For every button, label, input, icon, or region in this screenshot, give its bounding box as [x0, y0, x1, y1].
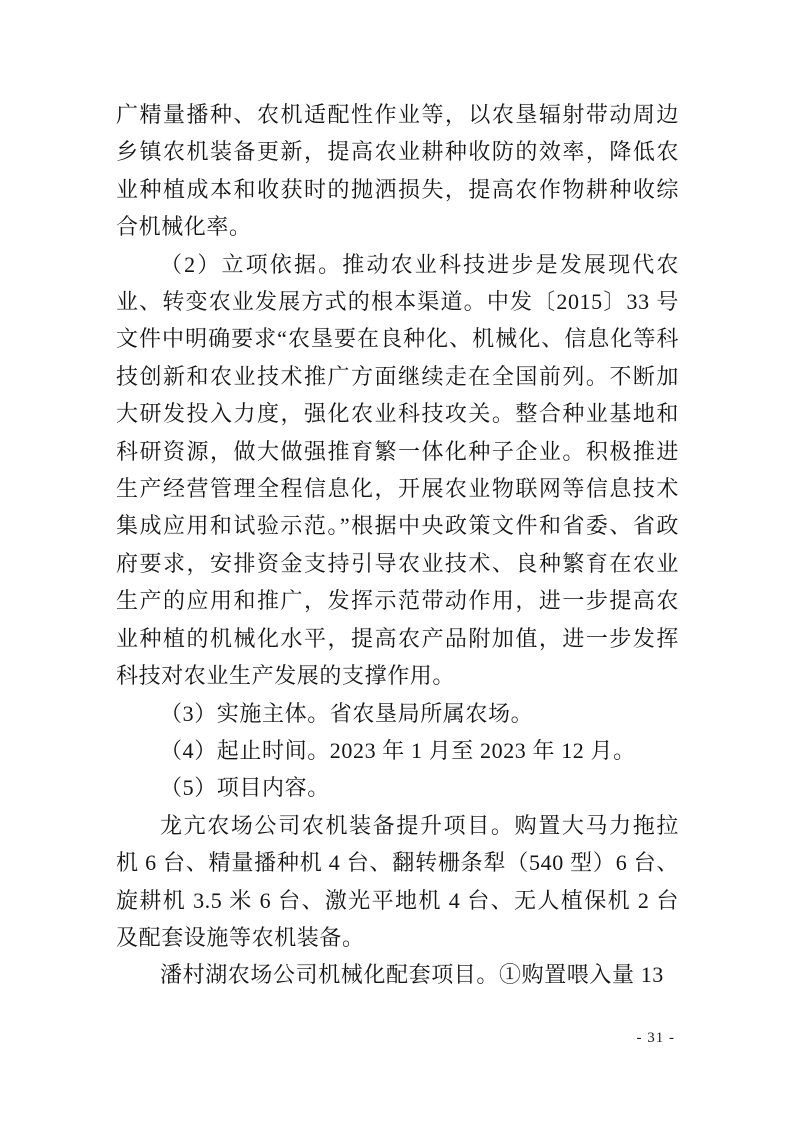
- paragraph: （2）立项依据。推动农业科技进步是发展现代农业、转变农业发展方式的根本渠道。中发〔2015〕33 号文件中明确要求“农垦要在良种化、机械化、信息化等科技创新和农业技术推广方面继续走在全国前列。不断加大研发投入力度，强化农业科技攻关。整合种业基地和科研资源，做大做强推育繁一体化种子企业。积极推进生产经营管理全程信息化，开展农业物联网等信息技术集成应用和试验示范。”根据中央政策文件和省委、省政府要求，安排资金支持引导农业技术、良种繁育在农业生产的应用和推广，发挥示范带动作用，进一步提高农业种植的机械化水平，提高农产品附加值，进一步发挥科技对农业生产发展的支撑作用。: [116, 251, 679, 689]
- paragraph: （5）项目内容。: [160, 775, 330, 801]
- paragraph: （4）起止时间。2023 年 1 月至 2023 年 12 月。: [160, 737, 636, 763]
- paragraph: （3）实施主体。省农垦局所属农场。: [160, 700, 534, 726]
- paragraph: 潘村湖农场公司机械化配套项目。①购置喂入量 13: [160, 962, 664, 988]
- paragraph: 龙亢农场公司农机装备提升项目。购置大马力拖拉机 6 台、精量播种机 4 台、翻转栅条犁（540 型）6 台、旋耕机 3.5 米 6 台、激光平地机 4 台、无人植保机 2 台及配套设施等农机装备。: [116, 812, 679, 950]
- page-number: - 31 -: [636, 1030, 675, 1046]
- paragraph: 广精量播种、农机适配性作业等，以农垦辐射带动周边乡镇农机装备更新，提高农业耕种收防的效率，降低农业种植成本和收获时的抛洒损失，提高农作物耕种收综合机械化率。: [116, 102, 679, 240]
- document-body: [116, 96, 679, 994]
